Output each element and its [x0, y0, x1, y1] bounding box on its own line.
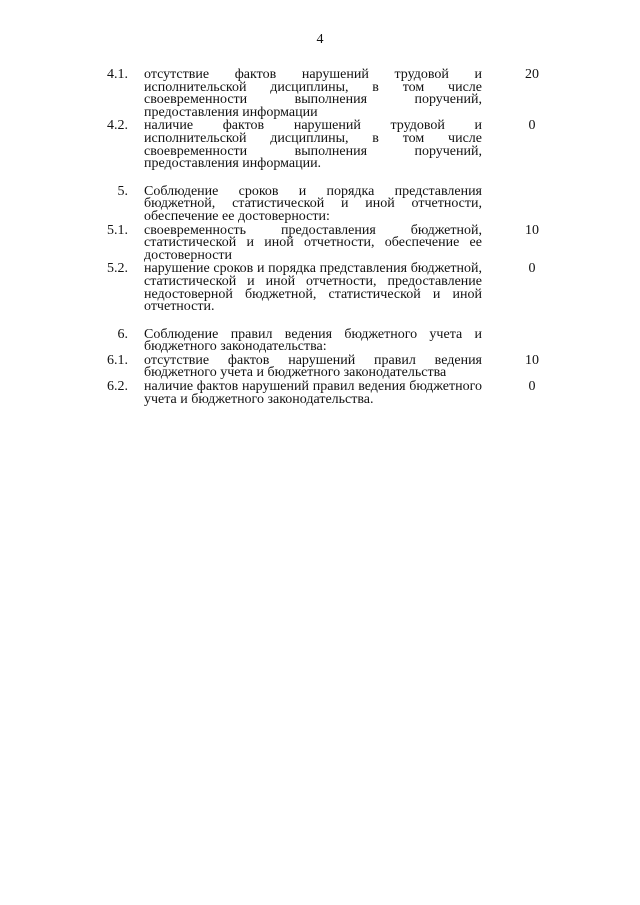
page-number: 4 [316, 32, 324, 47]
section-heading: Соблюдение сроков и порядка представления бюджетной, статистической и иной отчетности, обеспечение ее достоверности: [144, 183, 482, 224]
criteria-list [0, 69, 640, 407]
item-score: 10 [525, 222, 539, 238]
item-number: 6.1. [107, 352, 128, 368]
item-number: 4.1. [107, 67, 128, 82]
item-number: 5.1. [107, 222, 128, 238]
section-heading: Соблюдение правил ведения бюджетного учета и бюджетного законодательства: [144, 326, 482, 355]
item-text: отсутствие фактов нарушений правил ведения бюджетного учета и бюджетного законодательства [144, 352, 482, 381]
section-heading-row [0, 183, 640, 224]
criteria-row [0, 381, 640, 406]
item-score: 0 [528, 379, 536, 395]
item-number: 6.2. [107, 379, 128, 395]
item-text: наличие фактов нарушений правил ведения бюджетного учета и бюджетного законодательства. [144, 379, 482, 407]
item-text: своевременность предоставления бюджетной, статистической и иной отчетности, обеспечение ее достоверности [144, 222, 482, 263]
item-score: 10 [525, 352, 539, 368]
criteria-row [0, 352, 640, 381]
criteria-row [0, 69, 640, 119]
criteria-row [0, 222, 640, 263]
item-text: наличие фактов нарушений трудовой и исполнительской дисциплины, в том числе своевременности выполнения поручений, предоставления информации. [144, 118, 482, 172]
item-text: отсутствие фактов нарушений трудовой и исполнительской дисциплины, в том числе своевременности выполнения поручений, предоставления информации [144, 67, 482, 120]
section-heading-row [0, 326, 640, 355]
item-number: 4.2. [107, 118, 128, 134]
item-score: 0 [528, 261, 536, 277]
section-number: 6. [117, 326, 128, 342]
item-text: нарушение сроков и порядка представления бюджетной, статистической и иной отчетности, предоставление недостоверной бюджетной, статистической и иной отчетности. [144, 261, 482, 315]
section-number: 5. [117, 183, 128, 199]
criteria-row [0, 120, 640, 170]
criteria-row [0, 263, 640, 313]
item-score: 20 [525, 67, 539, 82]
item-number: 5.2. [107, 261, 128, 277]
item-score: 0 [528, 118, 536, 134]
